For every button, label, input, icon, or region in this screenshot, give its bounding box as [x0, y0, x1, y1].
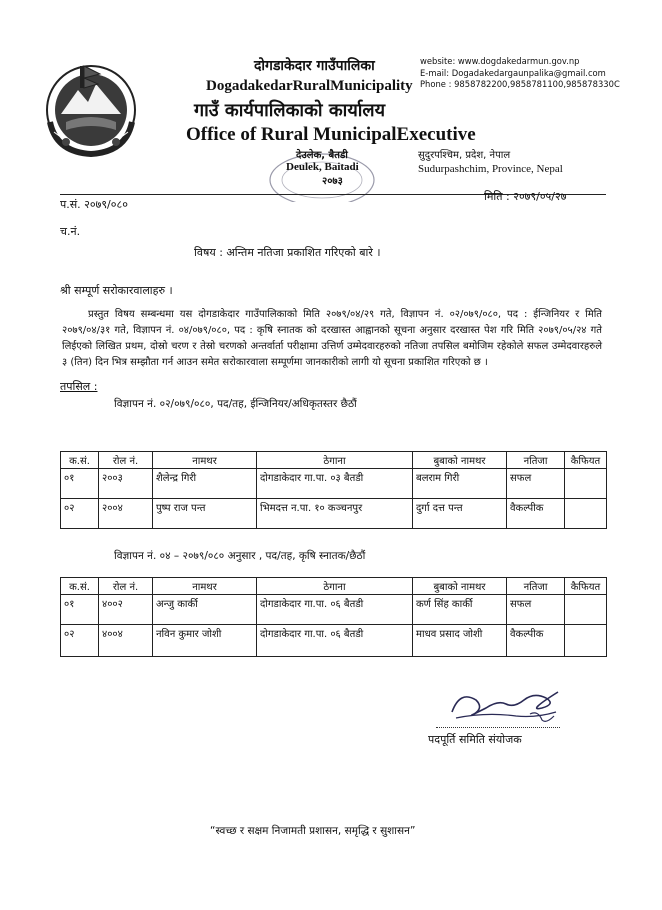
address-year: २०७३	[322, 176, 343, 187]
col-result: नतिजा	[507, 578, 565, 595]
col-father-name: बुबाको नामथर	[413, 578, 507, 595]
table-row	[61, 625, 607, 657]
cell-remarks	[565, 625, 607, 657]
cell-remarks	[565, 469, 607, 499]
cell-address: दोगडाकेदार गा.पा. ०३ बैतडी	[257, 469, 413, 499]
cell-roll: ४००४	[99, 625, 153, 657]
handwritten-signature	[446, 682, 566, 728]
dispatch-number: च.नं.	[60, 225, 81, 238]
cell-address: भिमदत्त न.पा. १० कञ्चनपुर	[257, 499, 413, 529]
signature-line	[436, 727, 560, 728]
cell-roll: २००३	[99, 469, 153, 499]
col-name: नामथर	[153, 452, 257, 469]
contact-block	[420, 56, 620, 91]
cell-father-name: बलराम गिरी	[413, 469, 507, 499]
municipality-name-en: DogadakedarRuralMunicipality	[206, 78, 413, 94]
office-name-np: गाउँ कार्यपालिकाको कार्यालय	[194, 100, 386, 121]
cell-result: सफल	[507, 469, 565, 499]
table-row	[61, 499, 607, 529]
website-text: website: www.dogdakedarmun.gov.np	[420, 56, 580, 66]
col-name: नामथर	[153, 578, 257, 595]
col-roll: रोल नं.	[99, 452, 153, 469]
advertisement-2-title: विज्ञापन नं. ०४ – २०७९/०८० अनुसार , पद/तह, कृषि स्नातक/छैठौं	[114, 550, 366, 562]
cell-name: पुष्प राज पन्त	[153, 499, 257, 529]
cell-serial: ०१	[61, 595, 99, 625]
footer-motto: “स्वच्छ र सक्षम निजामती प्रशासन, समृद्धि र सुशासन”	[210, 825, 416, 837]
letter-date: मिति : २०७९/०५/२७	[484, 190, 567, 203]
advertisement-1-title: विज्ञापन नं. ०२/०७९/०८०, पद/तह, ईन्जिनियर/अधिकृतस्तर छैठौं	[114, 398, 357, 410]
cell-roll: ४००२	[99, 595, 153, 625]
col-address: ठेगाना	[257, 452, 413, 469]
cell-father-name: दुर्गा दत्त पन्त	[413, 499, 507, 529]
cell-remarks	[565, 595, 607, 625]
cell-serial: ०१	[61, 469, 99, 499]
letter-subject: विषय : अन्तिम नतिजा प्रकाशित गरिएको बारे ।	[194, 246, 381, 259]
table-row	[61, 469, 607, 499]
email-text: E-mail: Dogadakedargaunpalika@gmail.com	[420, 67, 606, 78]
col-roll: रोल नं.	[99, 578, 153, 595]
cell-address: दोगडाकेदार गा.पा. ०६ बैतडी	[257, 595, 413, 625]
office-name-en: Office of Rural MunicipalExecutive	[186, 124, 476, 145]
col-serial: क.सं.	[61, 578, 99, 595]
cell-result: वैकल्पीक	[507, 499, 565, 529]
signatory-title: पदपूर्ति समिति संयोजक	[428, 733, 522, 746]
table-row	[61, 595, 607, 625]
cell-result: वैकल्पीक	[507, 625, 565, 657]
municipality-name-np: दोगडाकेदार गाउँपालिका	[254, 58, 375, 74]
cell-name: नविन कुमार जोशी	[153, 625, 257, 657]
province-en: Sudurpashchim, Province, Nepal	[418, 163, 563, 175]
cell-address: दोगडाकेदार गा.पा. ०६ बैतडी	[257, 625, 413, 657]
col-address: ठेगाना	[257, 578, 413, 595]
cell-serial: ०२	[61, 625, 99, 657]
letter-body: प्रस्तुत विषय सम्बन्धमा यस दोगडाकेदार गाउँपालिकाको मिति २०७९/०४/२९ गते, विज्ञापन नं. ०२/०७९/०८०, पद : ईन्जिनियर र मिति २०७९/०४/३१ गते, विज्ञापन नं. ०४/०७९/०८०, पद : कृषि स्नातक को दरखास्त आह्वानको सूचना अनुसार दरखास्त पेश गरि मिति २०७९/०५/२४ गते लिईएको लिखित प्रथम, दोस्रो चरण र तेस्रो चरणको अन्तर्वार्ता परीक्षामा उत्तिर्ण उम्मेदवारहरुको नतिजा तपसिल बमोजिम रहेकोले सफल उम्मेदवारहरुले ३ (तिन) दिन भित्र सम्झौता गर्न आउन समेत सरोकारवाला सम्पूर्णमा जानकारीको लागी यो सूचना प्रकाशित गरिएको छ ।	[62, 309, 602, 368]
salutation: श्री सम्पूर्ण सरोकारवालाहरु ।	[60, 284, 173, 297]
col-remarks: कैफियत	[565, 452, 607, 469]
reference-number: प.सं. २०७९/०८०	[60, 198, 128, 211]
address-en: Deulek, Baitadi	[286, 161, 359, 173]
details-heading: तपसिल :	[60, 380, 98, 393]
table-header-row	[61, 578, 607, 595]
results-table-agriculture	[60, 577, 607, 657]
col-result: नतिजा	[507, 452, 565, 469]
phone-text: Phone : 9858782200,9858781100,985878330C	[420, 79, 620, 89]
cell-roll: २००४	[99, 499, 153, 529]
cell-result: सफल	[507, 595, 565, 625]
address-np: देउलेक, बैतडी	[296, 150, 348, 161]
cell-remarks	[565, 499, 607, 529]
cell-father-name: कर्ण सिंह कार्की	[413, 595, 507, 625]
results-table-engineer	[60, 451, 607, 529]
col-father-name: बुबाको नामथर	[413, 452, 507, 469]
cell-name: शैलेन्द्र गिरी	[153, 469, 257, 499]
table-header-row	[61, 452, 607, 469]
nepal-government-emblem	[36, 52, 146, 162]
cell-serial: ०२	[61, 499, 99, 529]
col-serial: क.सं.	[61, 452, 99, 469]
cell-father-name: माधव प्रसाद जोशी	[413, 625, 507, 657]
cell-name: अन्जु कार्की	[153, 595, 257, 625]
col-remarks: कैफियत	[565, 578, 607, 595]
province-np: सुदुरपश्चिम, प्रदेश, नेपाल	[418, 150, 511, 161]
